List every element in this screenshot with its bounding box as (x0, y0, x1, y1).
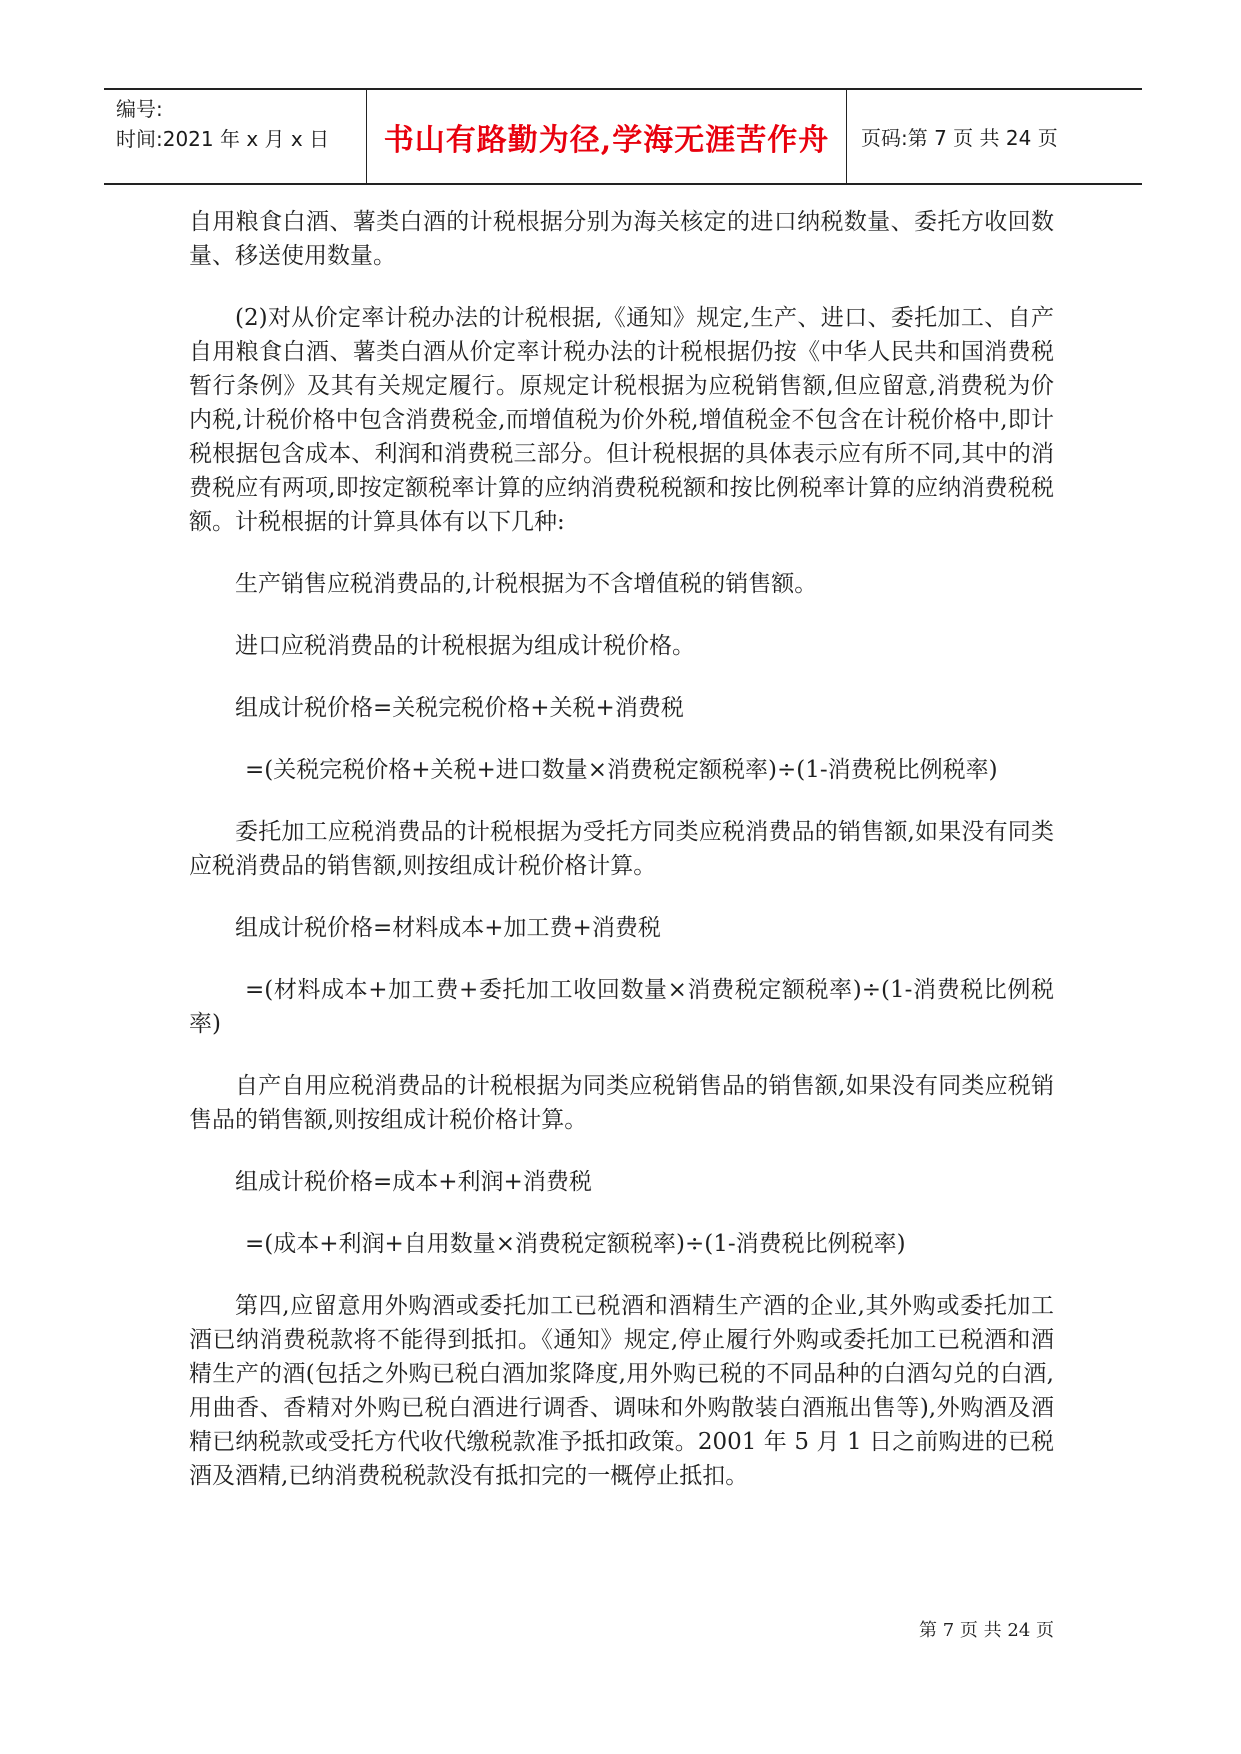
page-header (104, 88, 1142, 185)
header-page-info: 页码:第 7 页 共 24 页 (861, 126, 1058, 150)
document-body (189, 205, 1054, 1521)
formula-line: 组成计税价格=材料成本+加工费+消费税 (235, 915, 661, 941)
footer-page-number: 第 7 页 共 24 页 (919, 1620, 1054, 1641)
formula-line: =(材料成本+加工费+委托加工收回数量×消费税定额税率)÷(1-消费税比例税率) (189, 977, 1054, 1037)
document-number-label: 编号: (116, 97, 163, 121)
formula-line: =(关税完税价格+关税+进口数量×消费税定额税率)÷(1-消费税比例税率) (245, 757, 998, 783)
formula-line: =(成本+利润+自用数量×消费税定额税率)÷(1-消费税比例税率) (245, 1231, 906, 1257)
paragraph: 进口应税消费品的计税根据为组成计税价格。 (235, 633, 695, 659)
header-meta (104, 90, 367, 183)
paragraph: 自产自用应税消费品的计税根据为同类应税销售品的销售额,如果没有同类应税销售品的销售额,则按组成计税价格计算。 (189, 1073, 1054, 1133)
header-motto-cell (367, 90, 847, 183)
document-date-label: 时间:2021 年 x 月 x 日 (116, 127, 330, 151)
paragraph: 委托加工应税消费品的计税根据为受托方同类应税消费品的销售额,如果没有同类应税消费品的销售额,则按组成计税价格计算。 (189, 819, 1054, 879)
paragraph: 第四,应留意用外购酒或委托加工已税酒和酒精生产酒的企业,其外购或委托加工酒已纳消费税款将不能得到抵扣。《通知》规定,停止履行外购或委托加工已税酒和酒精生产的酒(包括之外购已税白酒加浆降度,用外购已税的不同品种的白酒勾兑的白酒,用曲香、香精对外购已税白酒进行调香、调味和外购散装白酒瓶出售等),外购酒及酒精已纳税款或受托方代收代缴税款准予抵扣政策。2001 年 5 月 1 日之前购进的已税酒及酒精,已纳消费税税款没有抵扣完的一概停止抵扣。 (189, 1293, 1054, 1489)
paragraph: 自用粮食白酒、薯类白酒的计税根据分别为海关核定的进口纳税数量、委托方收回数量、移送使用数量。 (189, 209, 1054, 269)
formula-line: 组成计税价格=关税完税价格+关税+消费税 (235, 695, 684, 721)
page-footer (0, 1616, 1054, 1642)
paragraph: 生产销售应税消费品的,计税根据为不含增值税的销售额。 (235, 571, 818, 597)
header-motto: 书山有路勤为径,学海无涯苦作舟 (383, 122, 830, 158)
paragraph: (2)对从价定率计税办法的计税根据,《通知》规定,生产、进口、委托加工、自产自用粮食白酒、薯类白酒从价定率计税办法的计税根据仍按《中华人民共和国消费税暂行条例》及其有关规定履行。原规定计税根据为应税销售额,但应留意,消费税为价内税,计税价格中包含消费税金,而增值税为价外税,增值税金不包含在计税价格中,即计税根据包含成本、利润和消费税三部分。但计税根据的具体表示应有所不同,其中的消费税应有两项,即按定额税率计算的应纳消费税税额和按比例税率计算的应纳消费税税额。计税根据的计算具体有以下几种: (189, 305, 1054, 535)
formula-line: 组成计税价格=成本+利润+消费税 (235, 1169, 592, 1195)
header-page-info-cell (847, 90, 1142, 183)
